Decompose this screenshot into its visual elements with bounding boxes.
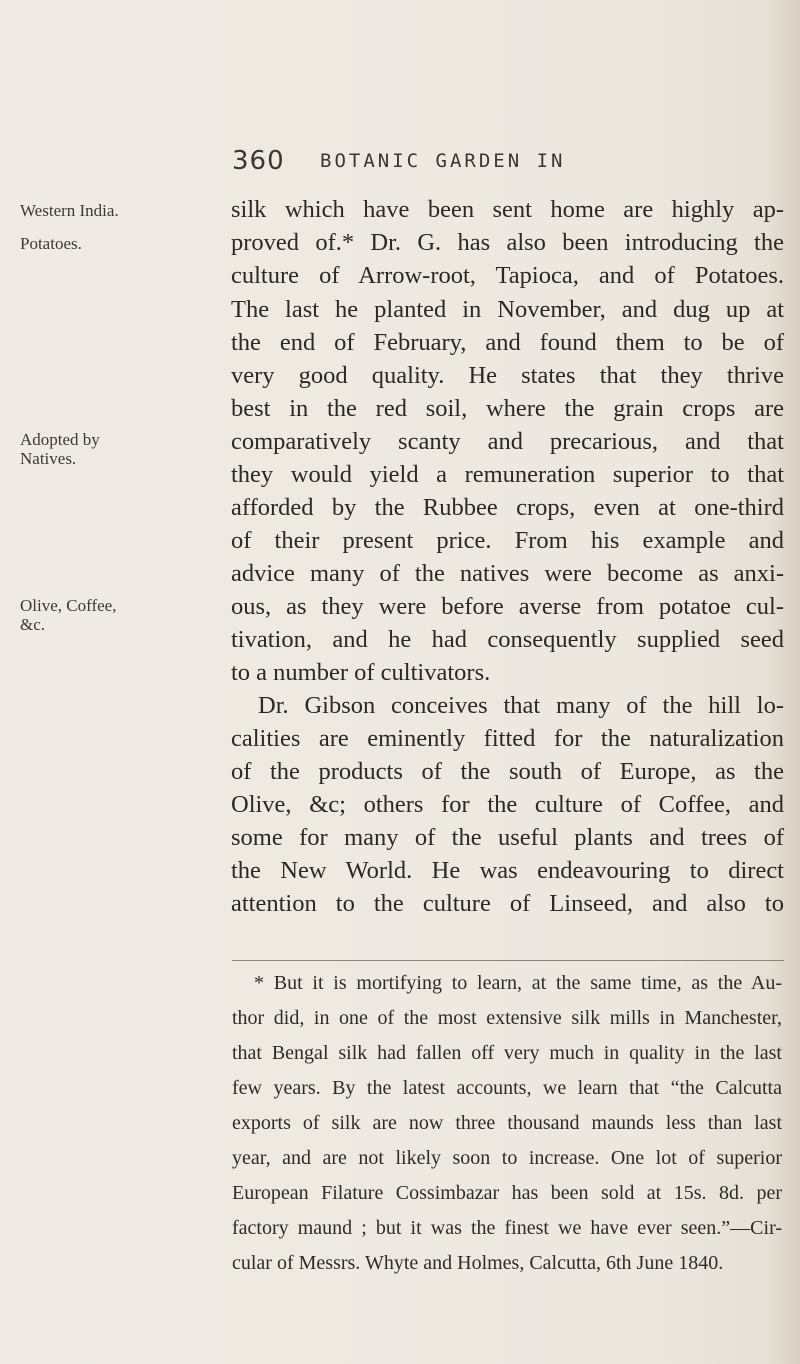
footnote-line: year, and are not likely soon to increase. One lot of superior [232, 1147, 782, 1169]
margin-note-potatoes: Potatoes. [20, 234, 82, 253]
body-line: silk which have been sent home are highly ap- [231, 196, 784, 223]
page-header [232, 146, 652, 186]
body-line: Dr. Gibson conceives that many of the hill lo- [258, 692, 784, 719]
footnote-line: cular of Messrs. Whyte and Holmes, Calcutta, 6th June 1840. [232, 1252, 724, 1274]
body-line: very good quality. He states that they thrive [231, 362, 784, 389]
body-line: of the products of the south of Europe, as the [231, 758, 784, 785]
margin-note-adopted-by: Adopted by [20, 430, 100, 449]
footnote-line: exports of silk are now three thousand maunds less than last [232, 1112, 782, 1134]
body-line: proved of.* Dr. G. has also been introducing the [231, 229, 784, 256]
body-line: calities are eminently fitted for the naturalization [231, 725, 784, 752]
body-line: afforded by the Rubbee crops, even at one-third [231, 494, 784, 521]
body-line: tivation, and he had consequently supplied seed [231, 626, 784, 653]
body-line: The last he planted in November, and dug up at [231, 296, 784, 323]
body-line: Olive, &c; others for the culture of Coffee, and [231, 791, 784, 818]
running-head: BOTANIC GARDEN IN [320, 150, 566, 172]
footnote-line: few years. By the latest accounts, we learn that “the Calcutta [232, 1077, 782, 1099]
body-line: ous, as they were before averse from potatoe cul- [231, 593, 784, 620]
body-line: best in the red soil, where the grain crops are [231, 395, 784, 422]
body-line: advice many of the natives were become as anxi- [231, 560, 784, 587]
footnote-line: that Bengal silk had fallen off very much in quality in the last [232, 1042, 782, 1064]
footnote-line: factory maund ; but it was the finest we have ever seen.”—Cir- [232, 1217, 782, 1239]
body-line: they would yield a remuneration superior to that [231, 461, 784, 488]
footnote-line: thor did, in one of the most extensive silk mills in Manchester, [232, 1007, 782, 1029]
body-line: comparatively scanty and precarious, and that [231, 428, 784, 455]
footnote-line: European Filature Cossimbazar has been sold at 15s. 8d. per [232, 1182, 782, 1204]
margin-note-olive-coffee: Olive, Coffee, [20, 596, 117, 615]
body-line: attention to the culture of Linseed, and also to [231, 890, 784, 917]
margin-note-western-india: Western India. [20, 201, 119, 220]
body-line: the end of February, and found them to be of [231, 329, 784, 356]
body-line: the New World. He was endeavouring to direct [231, 857, 784, 884]
footnote-line: * But it is mortifying to learn, at the same time, as the Au- [254, 972, 782, 994]
body-line: to a number of cultivators. [231, 659, 491, 686]
body-line: of their present price. From his example and [231, 527, 784, 554]
body-line: culture of Arrow-root, Tapioca, and of Potatoes. [231, 262, 784, 289]
margin-note-natives: Natives. [20, 449, 77, 468]
page-number: 360 [232, 146, 285, 176]
body-line: some for many of the useful plants and trees of [231, 824, 784, 851]
margin-note-etc: &c. [20, 615, 46, 634]
footnote-divider [232, 960, 784, 961]
